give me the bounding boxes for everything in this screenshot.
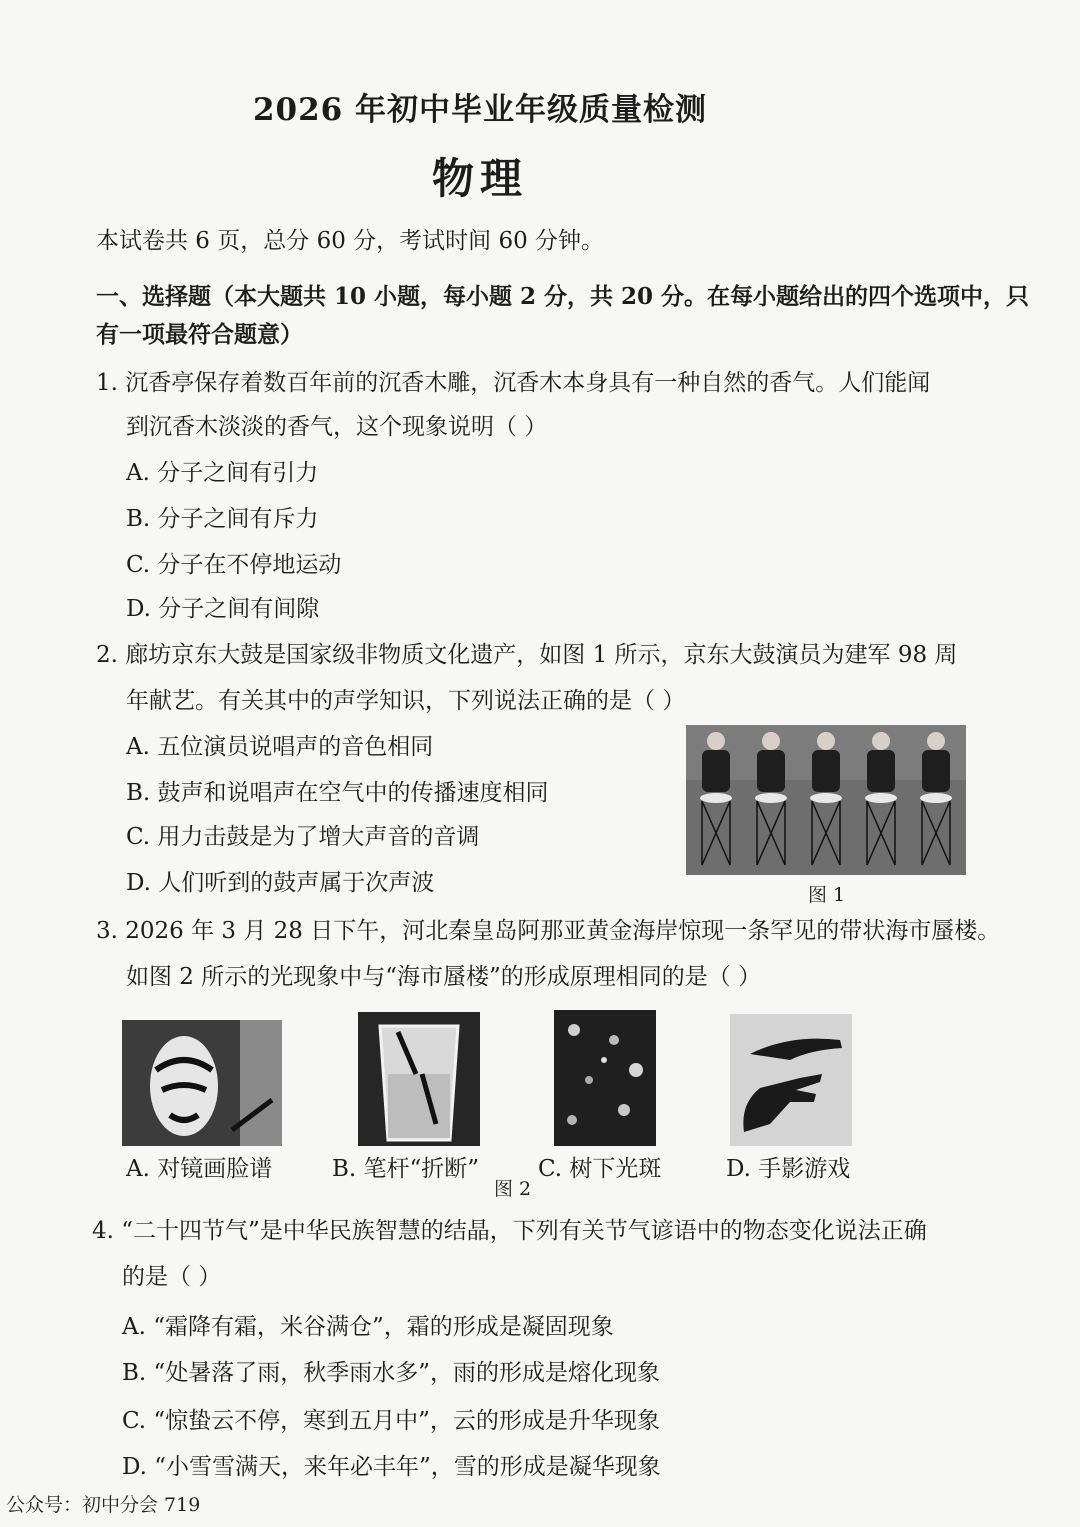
- section-heading-line1: 一、选择题（本大题共 10 小题，每小题 2 分，共 20 分。在每小题给出的四个选项中，只: [96, 283, 1030, 310]
- exam-title: 2026 年初中毕业年级质量检测: [252, 92, 708, 128]
- q1-stem-line1: 1. 沉香亭保存着数百年前的沉香木雕，沉香木本身具有一种自然的香气。人们能闻: [96, 370, 931, 396]
- q3-stem-line1: 3. 2026 年 3 月 28 日下午，河北秦皇岛阿那亚黄金海岸惊现一条罕见的带状海市蜃楼。: [96, 918, 1001, 944]
- q2-option-d: D. 人们听到的鼓声属于次声波: [126, 870, 435, 896]
- q2-option-a: A. 五位演员说唱声的音色相同: [126, 734, 434, 760]
- section-heading-line2: 有一项最符合题意）: [96, 321, 303, 348]
- q2-stem-line1: 2. 廊坊京东大鼓是国家级非物质文化遗产，如图 1 所示，京东大鼓演员为建军 98 周: [96, 642, 958, 668]
- q4-stem-line1: 4. “二十四节气”是中华民族智慧的结晶，下列有关节气谚语中的物态变化说法正确: [92, 1218, 927, 1244]
- q3-stem-line2: 如图 2 所示的光现象中与“海市蜃楼”的形成原理相同的是（ ）: [126, 964, 762, 990]
- figure-2-caption: 图 2: [494, 1178, 532, 1200]
- figure-1-drum-performers: [686, 725, 966, 875]
- q3-option-c: C. 树下光斑: [538, 1156, 662, 1182]
- q2-option-c: C. 用力击鼓是为了增大声音的音调: [126, 824, 480, 850]
- q4-option-d: D. “小雪雪满天，来年必丰年”，雪的形成是凝华现象: [122, 1454, 661, 1480]
- exam-intro: 本试卷共 6 页，总分 60 分，考试时间 60 分钟。: [96, 228, 605, 254]
- figure-1-caption: 图 1: [808, 884, 846, 906]
- footer-watermark: 公众号：初中分会 719: [6, 1494, 201, 1516]
- q4-stem-line2: 的是（ ）: [122, 1264, 222, 1290]
- q1-option-b: B. 分子之间有斥力: [126, 506, 319, 532]
- q3-option-a: A. 对镜画脸谱: [126, 1156, 273, 1182]
- figure-2b-pencil-in-glass-photo: [358, 1012, 480, 1146]
- q1-option-a: A. 分子之间有引力: [126, 460, 319, 486]
- q4-option-a: A. “霜降有霜，米谷满仓”，霜的形成是凝固现象: [122, 1314, 614, 1340]
- subject-title: 物理: [431, 154, 528, 203]
- q3-option-d: D. 手影游戏: [726, 1156, 851, 1182]
- figure-2c-tree-light-spots-photo: [554, 1010, 656, 1146]
- q1-stem-line2: 到沉香木淡淡的香气，这个现象说明（ ）: [126, 414, 548, 440]
- figure-2d-hand-shadow-photo: [730, 1014, 852, 1146]
- q3-option-b: B. 笔杆“折断”: [332, 1156, 480, 1182]
- q2-stem-line2: 年献艺。有关其中的声学知识，下列说法正确的是（ ）: [126, 688, 686, 714]
- q1-option-d: D. 分子之间有间隙: [126, 596, 320, 622]
- q4-option-b: B. “处暑落了雨，秋季雨水多”，雨的形成是熔化现象: [122, 1360, 661, 1386]
- figure-2a-opera-mask-photo: [122, 1020, 282, 1146]
- q4-option-c: C. “惊蛰云不停，寒到五月中”，云的形成是升华现象: [122, 1408, 660, 1434]
- q1-option-c: C. 分子在不停地运动: [126, 552, 342, 578]
- q2-option-b: B. 鼓声和说唱声在空气中的传播速度相同: [126, 780, 549, 806]
